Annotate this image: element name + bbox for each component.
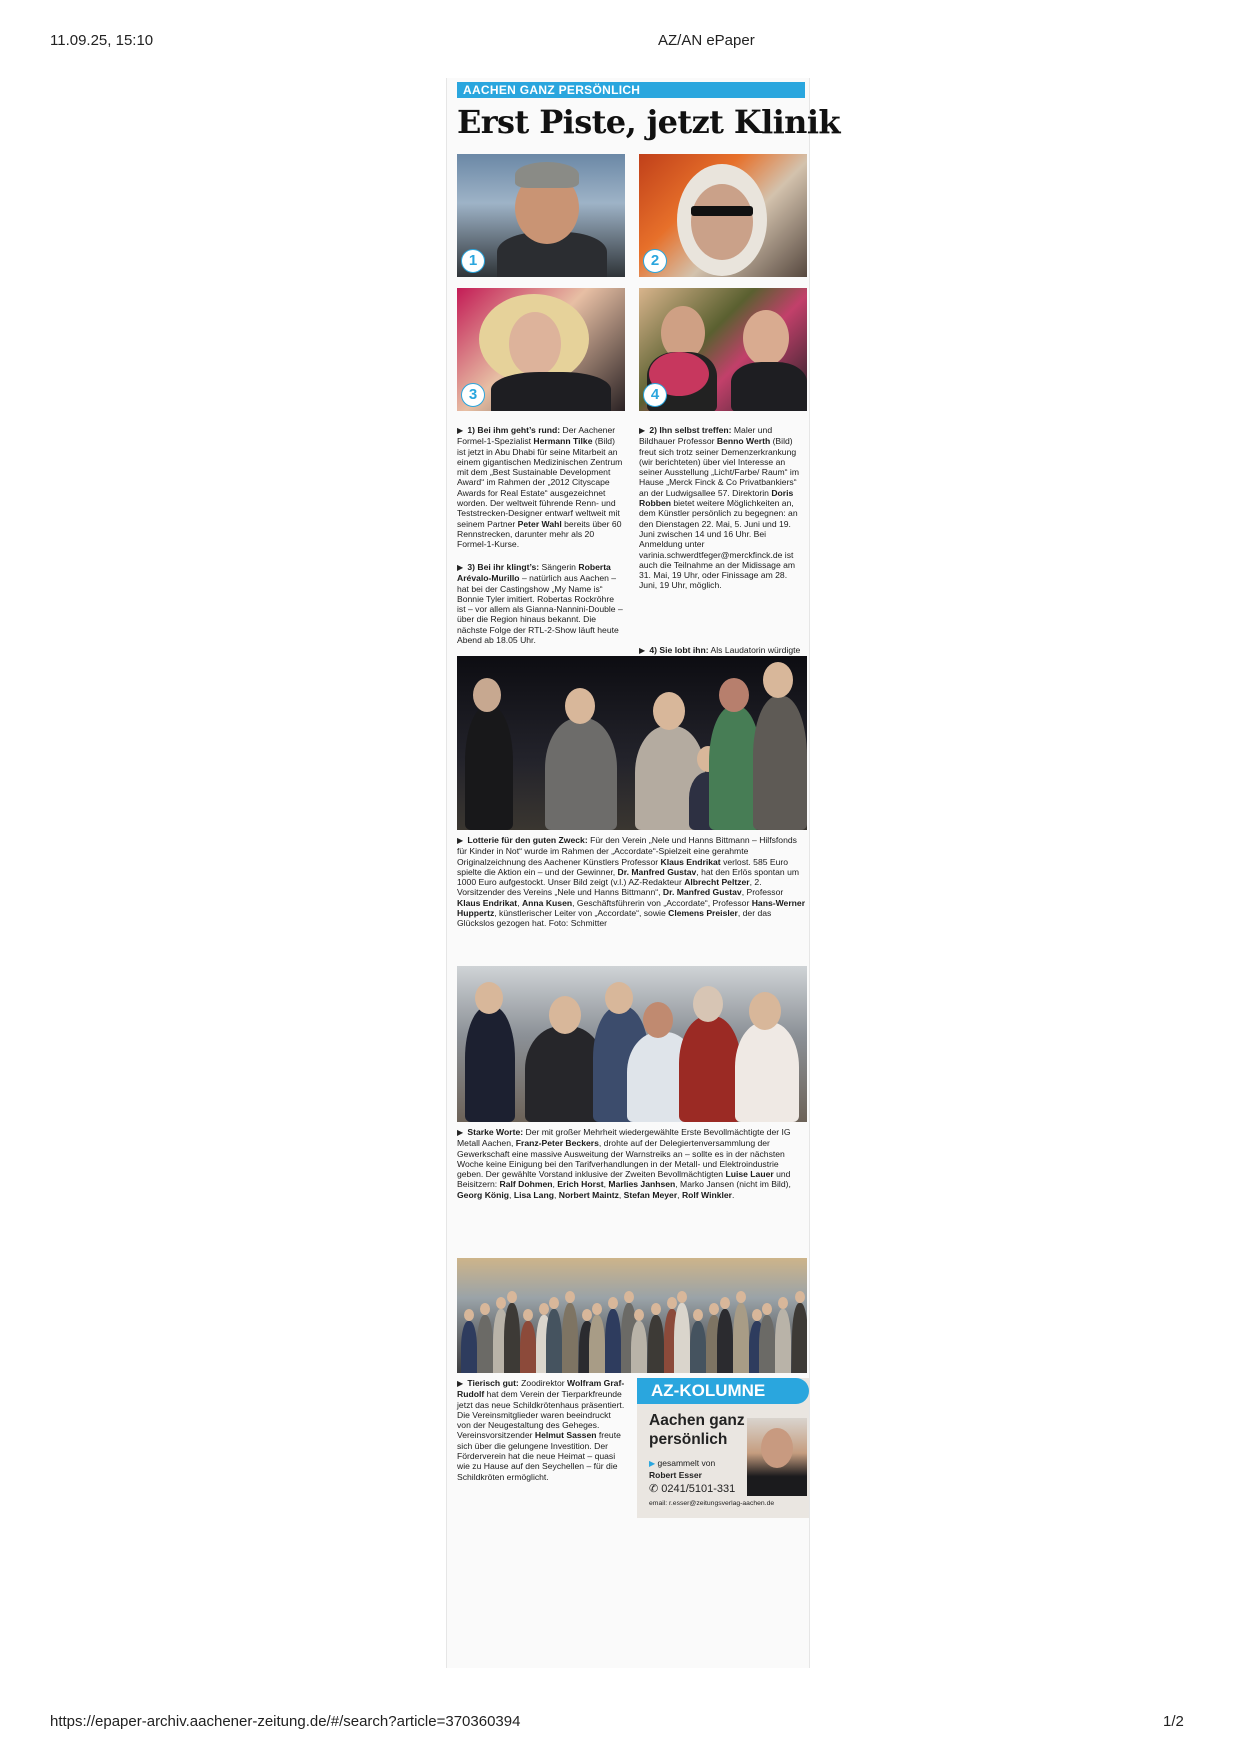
starke-worte-caption: ▶ Starke Worte: Der mit großer Mehrheit wiedergewählte Erste Bevollmächtigte der IG Metall Aachen, Franz-Peter Beckers, drohte auf der Delegiertenversammlung der Gewerkschaft eine massive Ausweitung der Warnstreiks an – sollte es in der nächsten Woche keine Einigung bei den Tarifverhandlungen in der Metall- und Elektroindustrie geben. Der gewählte Vorstand inklusive der Zweiten Bevollmächtigten Luise Lauer und Beisitzern: Ralf Dohmen, Erich Horst, Marlies Janhsen, Marko Jansen (nicht im Bild), Georg König, Lisa Lang, Norbert Maintz, Stefan Meyer, Rolf Winkler. xyxy=(457,1127,791,1200)
print-page-number: 1/2 xyxy=(1163,1713,1184,1730)
collected-by-label: gesammelt von xyxy=(657,1458,716,1468)
print-title: AZ/AN ePaper xyxy=(658,32,755,49)
photo-number-badge: 1 xyxy=(461,249,485,273)
kolumne-author: Robert Esser xyxy=(649,1470,702,1480)
lotterie-caption: ▶ Lotterie für den guten Zweck: Für den Verein „Nele und Hanns Bittmann – Hilfsfonds für Kinder in Not“ wurde im Rahmen der „Accordate“-Spielzeit eine gerahmte Originalzeichnung des Aachener Künstlers Professor Klaus Endrikat verlost. 585 Euro spielte die Aktion ein – und der Gewinner, Dr. Manfred Gustav, hat den Erlös spontan um 1000 Euro aufgestockt. Unser Bild zeigt (v.l.) AZ-Redakteur Albrecht Peltzer, 2. Vorsitzender des Vereins „Nele und Hanns Bittmann“, Dr. Manfred Gustav, Professor Klaus Endrikat, Anna Kusen, Geschäftsführerin von „Accordate“, Professor Hans-Werner Huppertz, künstlerischer Leiter von „Accordate“, sowie Clemens Preisler, der das Glückslos gezogen hat. Foto: Schmitter xyxy=(457,835,806,929)
photo-lotterie-stage xyxy=(457,656,807,830)
arrow-icon: ▶ xyxy=(649,1459,656,1468)
author-portrait xyxy=(747,1418,807,1496)
photo-1 xyxy=(457,154,625,277)
kolumne-subtitle: Aachen ganz persönlich xyxy=(649,1412,745,1448)
kolumne-phone: ✆ 0241/5101-331 xyxy=(649,1483,736,1495)
print-datetime: 11.09.25, 15:10 xyxy=(50,32,154,49)
tierisch-caption: ▶ Tierisch gut: Zoodirektor Wolfram Graf-Rudolf hat dem Verein der Tierparkfreunde jetzt das neue Schildkrötenhaus präsentiert. Die Vereinsmitglieder waren beeindruckt von der Neugestaltung des Geheges. Vereinsvorsitzender Helmut Sassen freute sich über die gelungene Investition. Der Förderverein hat die neue Heimat – quasi wie zu Hause auf den Seychellen – für die Schildkröten ermöglicht. xyxy=(457,1378,625,1482)
item-1-text: ▶ 1) Bei ihm geht’s rund: Der Aachener Formel-1-Spezialist Hermann Tilke (Bild) ist jetzt in Abu Dhabi für seine Mitarbeit an einem gigantischen Medizinischen Zentrum mit dem „Best Sustainable Development Award“ im Rahmen der „2012 Cityscape Awards for Real Estate“ ausgezeichnet worden. Der weltweit führende Renn- und Teststrecken-Designer entwarf weltweit mit seinem Partner Peter Wahl bereits über 60 Rennstrecken, darunter mehr als 20 Formel-1-Kurse. xyxy=(457,425,623,550)
section-kicker: AACHEN GANZ PERSÖNLICH xyxy=(457,82,805,98)
az-kolumne-box xyxy=(637,1378,809,1518)
photo-3 xyxy=(457,288,625,411)
photo-number-badge: 3 xyxy=(461,383,485,407)
photo-2 xyxy=(639,154,807,277)
photo-ig-metall xyxy=(457,966,807,1122)
kolumne-title: AZ-KOLUMNE xyxy=(637,1378,809,1404)
headline: Erst Piste, jetzt Klinik xyxy=(457,103,840,141)
kolumne-email: email: r.esser@zeitungsverlag-aachen.de xyxy=(649,1500,775,1507)
photo-tierpark-group xyxy=(457,1258,807,1373)
item-2-text: ▶ 2) Ihn selbst treffen: Maler und Bildhauer Professor Benno Werth (Bild) freut sich trotz seiner Demenzerkrankung (wir berichteten) über viel Interesse an seiner Ausstellung „Licht/Farbe/ Raum“ im Hause „Merck Finck & Co Privatbankiers“ an der Ludwigsallee 57. Direktorin Doris Robben bietet weitere Möglichkeiten an, dem Künstler persönlich zu begegnen: an den Dienstagen 22. Mai, 5. Juni und 19. Juni zwischen 14 und 16 Uhr. Bei Anmeldung unter varinia.schwerdtfeger@merckfinck.de ist auch die Teilnahme an der Midissage am 31. Mai, 19 Uhr, oder Finissage am 28. Juni, 19 Uhr, möglich. xyxy=(639,425,800,591)
photo-number-badge: 2 xyxy=(643,249,667,273)
print-url: https://epaper-archiv.aachener-zeitung.de/#/search?article=370360394 xyxy=(50,1713,521,1730)
photo-number-badge: 4 xyxy=(643,383,667,407)
kolumne-collected-by xyxy=(649,1458,715,1468)
item-4-text: ▶ 4) Sie lobt ihn: Als Laudatorin würdigte xyxy=(639,645,801,655)
photo-4 xyxy=(639,288,807,411)
item-3-text: ▶ 3) Bei ihr klingt’s: Sängerin Roberta Arévalo-Murillo – natürlich aus Aachen – hat bei der Castingshow „My Name is“ Bonnie Tyler imitiert. Robertas Rockröhre ist – vor allem als Gianna-Nannini-Double – über die Region hinaus bekannt. Die nächste Folge der RTL-2-Show läuft heute Abend ab 18.05 Uhr. xyxy=(457,562,623,646)
newspaper-clipping xyxy=(446,78,840,1668)
